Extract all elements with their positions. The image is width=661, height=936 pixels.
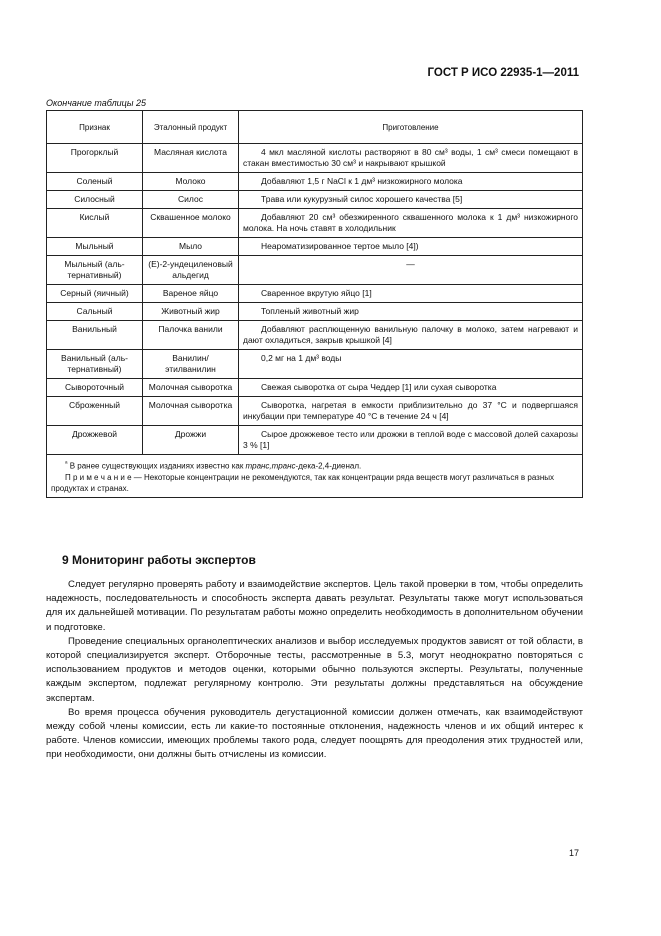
preparation-cell: Добавляют расплющенную ванильную палочку в молоко, затем нагревают и дают охладиться, закрыв крышкой [4] bbox=[239, 321, 583, 350]
table-note bbox=[51, 472, 578, 494]
reference-cell: Вареное яйцо bbox=[143, 285, 239, 303]
preparation-cell: Топленый животный жир bbox=[239, 303, 583, 321]
note-label: П р и м е ч а н и е — bbox=[65, 472, 142, 482]
note-text: Некоторые концентрации не рекомендуются, так как концентрации ряда веществ могут различаться в разных продуктах и странах. bbox=[51, 472, 555, 493]
footnote-text-italic: транс,транс bbox=[245, 461, 296, 471]
reference-table bbox=[46, 110, 583, 498]
attribute-cell: Соленый bbox=[47, 173, 143, 191]
attribute-cell: Дрожжевой bbox=[47, 426, 143, 455]
table-notes-row bbox=[47, 455, 583, 498]
preparation-cell: — bbox=[239, 256, 583, 285]
table-row bbox=[47, 144, 583, 173]
reference-cell: Животный жир bbox=[143, 303, 239, 321]
table-row bbox=[47, 303, 583, 321]
page-number: 17 bbox=[568, 848, 579, 858]
footnote-text-pre: В ранее существующих изданиях известно как bbox=[69, 461, 246, 471]
preparation-cell: Добавляют 20 см³ обезжиренного сквашенного молока к 1 дм³ низкожирного молока. На ночь ставят в холодильник bbox=[239, 209, 583, 238]
reference-cell: Палочка ванили bbox=[143, 321, 239, 350]
paragraph: Следует регулярно проверять работу и взаимодействие экспертов. Цель такой проверки в том, чтобы определить надежность, последовательность и способность эксперта давать результат. Результаты также могут использоваться для их дальнейшей мотивации. По результатам работы можно определить необходимость в дополнительном обучении и подготовке. bbox=[46, 579, 583, 633]
preparation-cell: 0,2 мг на 1 дм³ воды bbox=[239, 350, 583, 379]
preparation-cell: Добавляют 1,5 г NaCl к 1 дм³ низкожирного молока bbox=[239, 173, 583, 191]
table-row bbox=[47, 285, 583, 303]
table-row bbox=[47, 379, 583, 397]
table-row bbox=[47, 256, 583, 285]
table-caption: Окончание таблицы 25 bbox=[46, 98, 146, 108]
table-row bbox=[47, 350, 583, 379]
preparation-cell: Сваренное вкрутую яйцо [1] bbox=[239, 285, 583, 303]
attribute-cell: Сывороточный bbox=[47, 379, 143, 397]
preparation-cell: Трава или кукурузный силос хорошего качества [5] bbox=[239, 191, 583, 209]
attribute-cell: Серный (яичный) bbox=[47, 285, 143, 303]
table-row bbox=[47, 191, 583, 209]
attribute-cell: Сальный bbox=[47, 303, 143, 321]
section-heading: 9 Мониторинг работы экспертов bbox=[62, 553, 256, 567]
table-notes bbox=[47, 455, 583, 498]
footnote-a bbox=[51, 458, 578, 472]
reference-cell: Ванилин/ этилванилин bbox=[143, 350, 239, 379]
preparation-cell: Сырое дрожжевое тесто или дрожжи в теплой воде с массовой долей сахарозы 3 % [1] bbox=[239, 426, 583, 455]
paragraph: Во время процесса обучения руководитель дегустационной комиссии должен отмечать, как взаимодействуют между собой члены комиссии, есть ли какие-то постоянные отклонения, надежность членов и их общий интерес к работе. Членов комиссии, имеющих проблемы такого рода, следует поощрять для преодоления этих трудностей или, при необходимости, они должны быть отчислены из комиссии. bbox=[46, 706, 583, 761]
attribute-cell: Кислый bbox=[47, 209, 143, 238]
preparation-cell: Свежая сыворотка от сыра Чеддер [1] или сухая сыворотка bbox=[239, 379, 583, 397]
attribute-cell: Мыльный bbox=[47, 238, 143, 256]
preparation-cell: Сыворотка, нагретая в емкости приблизительно до 37 °С и подвергшаяся инкубации при температуре 40 °С в течение 24 ч [4] bbox=[239, 397, 583, 426]
attribute-cell: Мыльный (альтернативный) bbox=[47, 256, 143, 285]
section-body bbox=[46, 578, 583, 763]
table-row bbox=[47, 238, 583, 256]
footnote-text-post: -дека-2,4-диенал. bbox=[295, 461, 362, 471]
column-header-preparation: Приготовление bbox=[239, 111, 583, 144]
column-header-attribute: Признак bbox=[47, 111, 143, 144]
reference-cell: Молоко bbox=[143, 173, 239, 191]
reference-cell: Дрожжи bbox=[143, 426, 239, 455]
table-row bbox=[47, 397, 583, 426]
table-row bbox=[47, 321, 583, 350]
footnote-marker: ᵃ bbox=[65, 460, 68, 467]
table-header-row bbox=[47, 111, 583, 144]
standard-designation: ГОСТ Р ИСО 22935-1—2011 bbox=[427, 67, 579, 79]
reference-cell: (E)-2-ундециленовый альдегид bbox=[143, 256, 239, 285]
table-row bbox=[47, 209, 583, 238]
reference-cell: Молочная сыворотка bbox=[143, 379, 239, 397]
reference-cell: Силос bbox=[143, 191, 239, 209]
table-row bbox=[47, 426, 583, 455]
reference-cell: Масляная кислота bbox=[143, 144, 239, 173]
attribute-cell: Силосный bbox=[47, 191, 143, 209]
attribute-cell: Ванильный (альтернативный) bbox=[47, 350, 143, 379]
column-header-reference: Эталонный продукт bbox=[143, 111, 239, 144]
attribute-cell: Сброженный bbox=[47, 397, 143, 426]
preparation-cell: 4 мкл масляной кислоты растворяют в 80 см³ воды, 1 см³ смеси помещают в стакан вместимостью 30 см³ и накрывают крышкой bbox=[239, 144, 583, 173]
table-row bbox=[47, 173, 583, 191]
reference-cell: Мыло bbox=[143, 238, 239, 256]
preparation-cell: Неароматизированное тертое мыло [4]) bbox=[239, 238, 583, 256]
paragraph: Проведение специальных органолептических анализов и выбор исследуемых продуктов зависят от той области, в которой специализируется эксперт. Отборочные тесты, рассмотренные в 5.3, могут неоднократно повторяться с использованием продуктов и методов оценки, которыми обычно пользуются эксперты. Результаты, полученные каждым экспертом, подлежат регулярному контролю. Эти результаты должны представляться на обсуждение экспертам. bbox=[46, 635, 583, 704]
attribute-cell: Ванильный bbox=[47, 321, 143, 350]
reference-cell: Молочная сыворотка bbox=[143, 397, 239, 426]
attribute-cell: Прогорклый bbox=[47, 144, 143, 173]
reference-cell: Сквашенное молоко bbox=[143, 209, 239, 238]
